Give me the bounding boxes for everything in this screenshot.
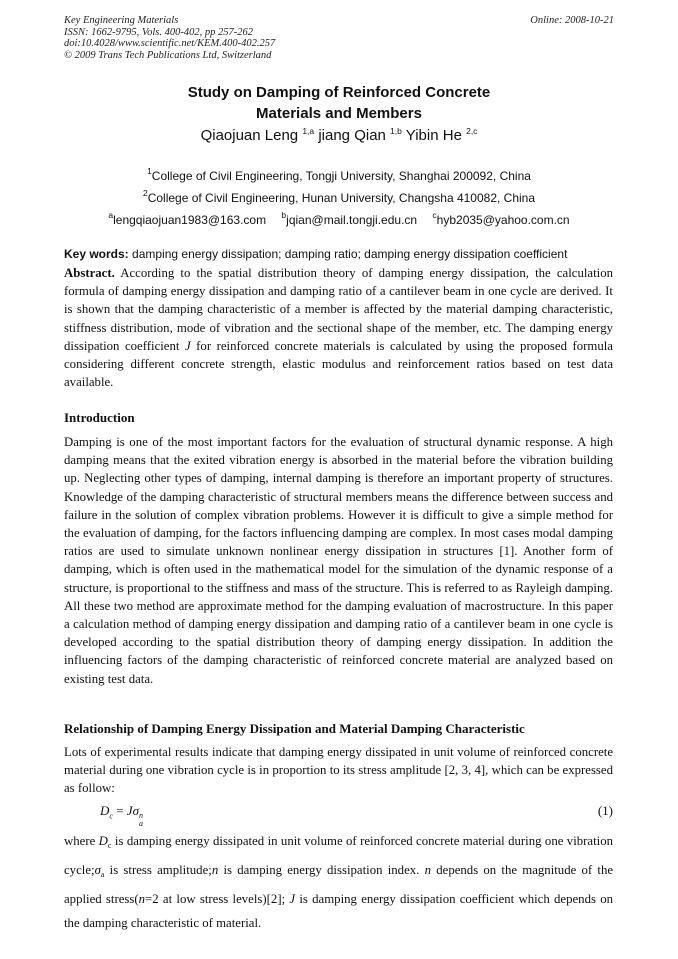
eq-equals: = — [112, 803, 127, 818]
eq-lhs: D — [100, 803, 110, 818]
abstract-symbol-j: J — [184, 338, 191, 353]
eq-sub: a — [139, 819, 143, 828]
where-text: depends on the magnitude of the applied stress( — [64, 863, 614, 906]
abstract-text-b: for reinforced concrete materials is calculated by using the proposed formula considering different concrete strength, elastic modulus and reinforcement ratios based on test data available. — [64, 338, 613, 390]
affiliation-1 — [0, 166, 678, 183]
copyright-line: © 2009 Trans Tech Publications Ltd, Switzerland — [64, 49, 272, 61]
author-name: Qiaojuan Leng — [200, 127, 299, 144]
keywords-text: damping energy dissipation; damping ratio; damping energy dissipation coefficient — [132, 247, 568, 261]
where-symbol-sigma: σ — [94, 863, 101, 877]
journal-header — [64, 15, 275, 61]
affiliation-text: College of Civil Engineering, Hunan University, Changsha 410082, China — [147, 191, 536, 205]
author-name: jiang Qian — [318, 127, 386, 144]
email-link[interactable]: jqian@mail.tongji.edu.cn — [286, 213, 418, 227]
equation-1 — [100, 803, 143, 828]
where-text: is stress amplitude; — [109, 863, 212, 877]
affiliation-2 — [0, 188, 678, 205]
where-symbol-d: D — [98, 834, 108, 848]
email-link[interactable]: hyb2035@yahoo.com.cn — [436, 213, 570, 227]
author-name: Yibin He — [405, 127, 462, 144]
where-text: is damping energy dissipation index. — [223, 863, 420, 877]
where-text: is damping energy dissipation coefficient which depends on the damping characteristic of material. — [64, 892, 613, 930]
affiliation-text: College of Civil Engineering, Tongji University, Shanghai 200092, China — [151, 169, 531, 183]
issn-line: ISSN: 1662-9795, Vols. 400-402, pp 257-262 — [64, 26, 253, 38]
author-sup: 1,a — [302, 126, 315, 136]
author-list — [0, 126, 678, 144]
eq-sigma: σ — [132, 803, 139, 818]
journal-name: Key Engineering Materials — [64, 15, 179, 26]
eq-lhs-sub: c — [109, 811, 113, 821]
equation-explanation — [64, 829, 613, 935]
section-text-relationship: Lots of experimental results indicate that damping energy dissipated in unit volume of reinforced concrete material during one vibration cycle is in proportion to its stress amplitude [2, 3, 4], which can be expressed as follow: — [64, 745, 613, 796]
where-symbol-sigma-sub: a — [100, 870, 105, 879]
paper-title — [100, 82, 578, 124]
where-text: is damping energy dissipated in unit volume of reinforced concrete material during one vibration cycle; — [64, 834, 614, 877]
where-text: =2 at low stress levels)[2]; — [145, 892, 286, 906]
equation-number: (1) — [597, 803, 613, 818]
where-text: where — [64, 834, 96, 848]
online-date: Online: 2008-10-21 — [530, 15, 614, 26]
keywords — [64, 247, 624, 261]
email-sup: a — [108, 210, 114, 220]
author-sup: 1,b — [390, 126, 402, 136]
email-sup: c — [432, 210, 437, 220]
doi-line[interactable]: doi:10.4028/www.scientific.net/KEM.400-402.257 — [64, 38, 276, 50]
author-sup: 2,c — [466, 126, 478, 136]
abstract — [64, 264, 613, 391]
where-symbol-n: n — [138, 892, 146, 906]
keywords-label: Key words: — [64, 247, 129, 261]
affiliation-sup: 1 — [147, 166, 152, 176]
where-symbol-n: n — [211, 863, 219, 877]
title-line-2: Materials and Members — [256, 105, 422, 122]
eq-sup: n — [139, 811, 143, 820]
email-list — [0, 210, 678, 227]
where-symbol-n: n — [424, 863, 431, 877]
introduction-text: Damping is one of the most important factors for the evaluation of structural dynamic response. A high damping means that the exited vibration energy is absorbed in the material before the vibration building up. Neglecting other types of damping, internal damping is therefore an important property of structures. Knowledge of the damping characteristic of structural members means the difference between success and failure in the solution of complex vibration problems. However it is difficult to give a simple method for the evaluation of damping, for the factors influencing damping are complex. In most cases modal damping ratios are used to simulate unknown nonlinear energy dissipation in structures [1]. Another form of damping, which is often used in the mathematical model for the simulation of the dynamic response of a structure, is proportional to the stiffness and mass of the structure. This is referred to as Rayleigh damping. All these two method are approximate method for the damping evaluation of macrostructure. In this paper a calculation method of damping energy dissipation and damping ratio of a cantilever beam in one cycle is developed according to the spatial distribution theory of damping energy dissipation. In addition the influencing factors of the damping characteristic of reinforced concrete material are analyzed based on existing test data. — [64, 435, 613, 686]
email-link[interactable]: lengqiaojuan1983@163.com — [113, 213, 267, 227]
section-heading-introduction: Introduction — [64, 410, 135, 425]
abstract-text-a: According to the spatial distribution theory of damping energy dissipation, the calculation formula of damping energy dissipation and damping ratio of a cantilever beam in one cycle are derived. It is shown that the damping characteristic of a member is affected by the material damping characteristic, stiffness distribution, mode of vibration and the sectional shape of the member, etc. The damping energy dissipation coefficient — [64, 266, 613, 353]
where-symbol-j: J — [289, 892, 296, 906]
affiliation-sup: 2 — [142, 188, 148, 198]
title-line-1: Study on Damping of Reinforced Concrete — [187, 84, 491, 101]
section-heading-relationship: Relationship of Damping Energy Dissipation and Material Damping Characteristic — [64, 721, 525, 736]
where-symbol-d-sub: c — [107, 841, 112, 850]
abstract-label: Abstract. — [64, 266, 115, 280]
email-sup: b — [281, 210, 287, 220]
eq-coef: J — [126, 803, 133, 818]
